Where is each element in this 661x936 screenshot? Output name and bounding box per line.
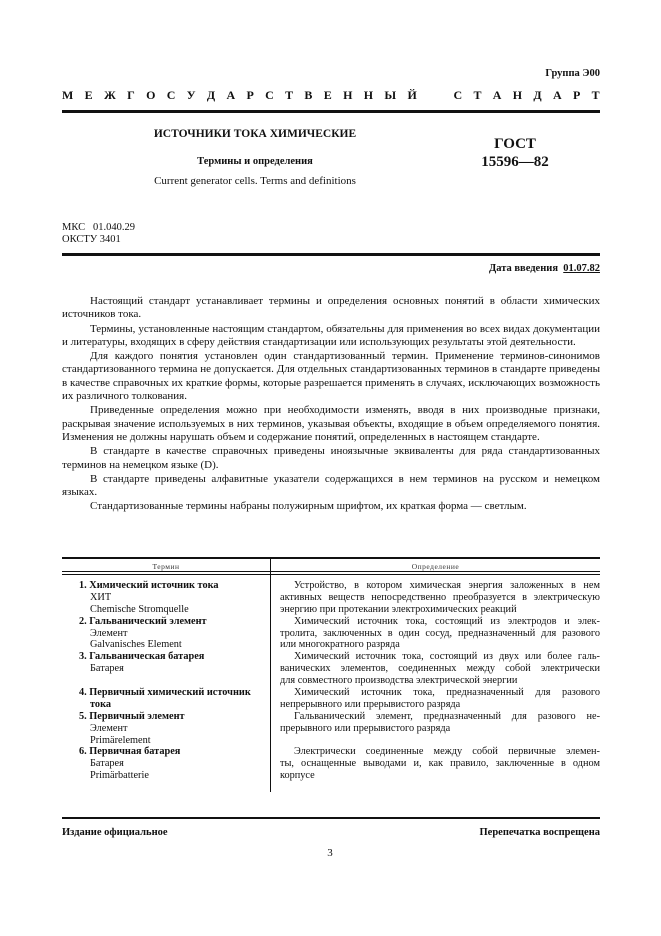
term-line: Элемент: [90, 722, 128, 734]
definition-column: [280, 580, 600, 782]
banner-letter: Р: [246, 88, 254, 102]
term-line: Элемент: [90, 627, 128, 639]
banner-letter: Н: [512, 88, 523, 102]
definition-line: активных веществ непосредственно преобразуется в электрическую: [280, 591, 600, 603]
banner-letter: Д: [533, 88, 542, 102]
paragraph: Приведенные определения можно при необходимости изменять, вводя в них производные признаки, раскрывая значение используемых в них терминов, указывая объекты, входящие в объем определяемого понятия. Изменения не должны нарушать объем и содержание понятий, определенных в настоящем стандарте.: [62, 404, 600, 444]
definition-line: Гальванический элемент, предназначенный для разового не-: [294, 710, 600, 722]
banner-letter: О: [146, 88, 156, 102]
term-line: Primärbatterie: [90, 770, 149, 782]
header-term: Термин: [152, 562, 180, 571]
terms-table: [62, 557, 600, 792]
term-line: Батарея: [90, 758, 124, 770]
banner-letter: Р: [572, 88, 581, 102]
banner-letter: С: [166, 88, 176, 102]
definition-line: прерывного или прерывистого разряда: [280, 722, 451, 734]
paragraph: Настоящий стандарт устанавливает термины и определения основных понятий в области химических источников тока.: [62, 295, 600, 321]
term-line: ХИТ: [90, 591, 112, 603]
banner-letter: Н: [363, 88, 374, 102]
document-subtitle: Термины и определения: [197, 156, 313, 167]
paragraph: В стандарте приведены алфавитные указатели содержащихся в нем терминов на русском и немецком языках.: [62, 472, 600, 499]
term-line: 4. Первичный химический источник: [79, 687, 251, 699]
paragraph: Термины, установленные настоящим стандартом, обязательны для применения во всех видах документации и литературы, входящих в сферу действия стандартизации или использующих результаты этой деятельности.: [62, 322, 600, 348]
banner-letter: Н: [343, 88, 353, 102]
official-edition: Издание официальное: [62, 827, 168, 838]
definition-line: энергию при протекании электрохимических реакций: [280, 603, 517, 615]
english-title: Current generator cells. Terms and definitions: [154, 175, 356, 187]
banner-letter: Ж: [103, 88, 116, 102]
term-line: 1. Химический источник тока: [79, 580, 219, 591]
footer-rule: [62, 817, 600, 819]
okstu-code: ОКСТУ 3401: [62, 234, 121, 245]
codes-rule: [62, 253, 600, 256]
definition-line: для совместного производства электрической энергии: [280, 675, 518, 687]
classification-codes: [62, 222, 135, 246]
date-label: Дата введения: [489, 263, 558, 274]
definition-line: непрерывного или прерывистого разряда: [280, 698, 461, 710]
banner-letter: Й: [407, 88, 417, 102]
interstate-standard-banner: [62, 88, 600, 103]
banner-letter: Г: [127, 88, 135, 102]
definition-line: Химический источник тока, предназначенный для разового: [294, 687, 600, 699]
banner-letter: Т: [591, 88, 600, 102]
page-number: 3: [327, 847, 333, 859]
introduction-date: [489, 263, 600, 274]
term-line: 5. Первичный элемент: [79, 710, 185, 722]
definition-line: ты, оснащенные выводами и, как правило, заключенные в одном: [280, 758, 600, 770]
gost-designation: [460, 135, 570, 171]
banner-letter: Е: [323, 88, 332, 102]
banner-letter: Д: [206, 88, 216, 102]
banner-letter: А: [492, 88, 502, 102]
banner-letter: Т: [473, 88, 482, 102]
date-value: 01.07.82: [563, 263, 600, 274]
gost-label: ГОСТ: [494, 136, 536, 152]
banner-letter: [428, 88, 442, 103]
term-line: Chemische Stromquelle: [90, 603, 189, 615]
banner-letter: У: [186, 88, 196, 102]
definition-line: Электрически соединенные между собой первичные элемен-: [294, 746, 600, 758]
header-rule-2: [62, 574, 600, 575]
banner-letter: С: [265, 88, 274, 102]
paragraph: Для каждого понятия установлен один стандартизованный термин. Применение терминов-синонимов стандартизованного термина не допускается. Для отдельных стандартизованных терминов в стандарте приведены в качестве справочных их краткие формы, которые разрешается применять в случаях, исключающих возможность их различного толкования.: [62, 350, 600, 403]
term-line: Батарея: [90, 663, 124, 675]
term-column: [79, 580, 269, 782]
banner-letter: В: [304, 88, 313, 102]
header-definition: Определение: [411, 562, 460, 571]
header-rule-1: [62, 571, 600, 572]
paragraph: Стандартизованные термины набраны полужирным шрифтом, их краткая форма — светлым.: [90, 500, 527, 513]
mks-code: МКС 01.040.29: [62, 222, 135, 233]
document-title: ИСТОЧНИКИ ТОКА ХИМИЧЕСКИЕ: [153, 128, 357, 140]
banner-letter: А: [226, 88, 236, 102]
definition-line: [280, 735, 600, 747]
definition-line: Химический источник тока, состоящий из двух или более галь-: [294, 651, 600, 663]
term-line: тока: [90, 698, 111, 710]
column-divider: [270, 557, 271, 792]
definition-line: или многократного разряда: [280, 639, 400, 651]
banner-letter: Т: [285, 88, 294, 102]
term-line: Primärelement: [90, 734, 151, 746]
term-line: 3. Гальваническая батарея: [79, 651, 205, 663]
gost-number: 15596—82: [481, 154, 549, 170]
definition-line: Устройство, в котором химическая энергия заложенных в нем: [294, 580, 600, 591]
banner-letter: А: [552, 88, 562, 102]
term-line: Galvanisches Element: [90, 639, 182, 651]
introduction-text: [62, 295, 600, 514]
header-rule: [62, 110, 600, 113]
definition-line: ванических элементов, соединенных между собой электрически: [280, 663, 600, 675]
banner-letter: С: [453, 88, 463, 102]
definition-line: Химический источник тока, состоящий из электродов и элек-: [294, 615, 600, 627]
group-label: Группа Э00: [545, 68, 600, 79]
banner-letter: Ы: [384, 88, 397, 102]
term-line: [79, 675, 269, 687]
term-line: 2. Гальванический элемент: [79, 615, 207, 627]
table-top-rule: [62, 557, 600, 559]
definition-line: тролита, заключенных в один сосуд, предназначенный для разового: [280, 627, 600, 639]
paragraph: В стандарте в качестве справочных приведены иноязычные эквиваленты для ряда стандартизованных терминов на немецком языке (D).: [62, 445, 600, 471]
banner-letter: М: [62, 88, 74, 102]
term-line: 6. Первичная батарея: [79, 746, 181, 758]
banner-letter: Е: [84, 88, 93, 102]
reprint-prohibited: Перепечатка воспрещена: [479, 827, 600, 838]
definition-line: корпусе: [280, 770, 315, 782]
